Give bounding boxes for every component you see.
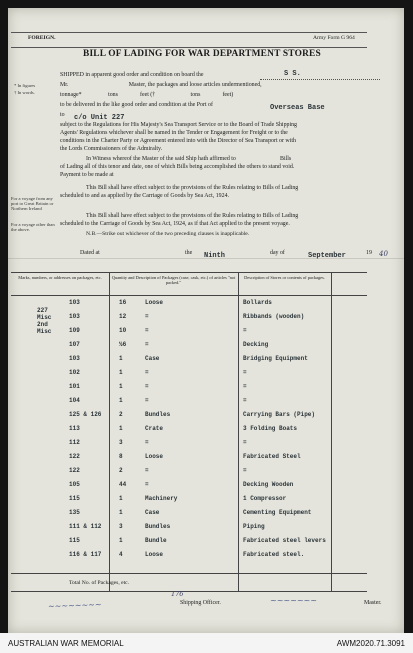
handwritten-year: 40 [379, 250, 388, 258]
cell-description: = [243, 467, 247, 474]
cell-description: Decking Wooden [243, 481, 294, 488]
handwritten-signature-officer: ~~~~~~~~ [47, 600, 102, 611]
cell-mark: 103 [69, 313, 80, 320]
col-header-quantity: Quantity and Description of Packages (case, cask, etc.) of articles "not packed." [111, 275, 236, 285]
cell-mark: 113 [69, 425, 80, 432]
cell-package: Loose [145, 453, 164, 460]
cell-qty: ½6 [119, 341, 127, 348]
typed-month: September [308, 252, 346, 260]
ship-dotline [260, 79, 380, 80]
cell-package: Bundles [145, 411, 171, 418]
cell-qty: 3 [119, 439, 123, 446]
cell-description: = [243, 397, 247, 404]
col-divider [109, 273, 110, 591]
cell-description: 3 Folding Boats [243, 425, 298, 432]
the-label: the [185, 250, 193, 256]
cell-description: Fabricated steel levers [243, 537, 326, 544]
col-header-description: Description of Stores or contents of packages. [244, 275, 325, 280]
body-line-rules-a2: scheduled to and as applied by the Carriage of Goods by Sea Act, 1924. [60, 193, 229, 199]
cell-qty: 8 [119, 453, 123, 460]
body-line-delivered: to be delivered in the like good order and condition at the Port of [60, 102, 213, 108]
body-line-tonnage: tonnage* tons feet († tons feet) [60, 92, 234, 98]
typed-day: Ninth [204, 252, 226, 260]
cell-package: = [145, 439, 149, 446]
day-of-label: day of [270, 250, 285, 256]
side-mark-line: Misc [37, 314, 52, 321]
body-line-master: Mr. Master, the packages and loose articles undermentioned, [60, 82, 262, 88]
cell-qty: 1 [119, 537, 123, 544]
cell-mark: 115 [69, 537, 80, 544]
cell-mark: 103 [69, 299, 80, 306]
cell-package: Case [145, 355, 160, 362]
cell-qty: 1 [119, 509, 123, 516]
col-divider [238, 273, 239, 591]
total-divider [11, 573, 367, 574]
margin-note-figures: * In figures [14, 83, 36, 88]
total-value: 176 [171, 590, 184, 598]
cell-qty: 1 [119, 355, 123, 362]
body-line-lading: of Lading all of this tenor and date, one of which Bills being accomplished the others to stand void. [60, 164, 295, 170]
cell-mark: 107 [69, 341, 80, 348]
cell-description: Ribbands (wooden) [243, 313, 305, 320]
cell-mark: 125 & 126 [69, 411, 102, 418]
body-line-nb: N.B.—Strike out whichever of the two preceding clauses is inapplicable. [86, 231, 250, 237]
cell-qty: 10 [119, 327, 127, 334]
body-line-to: to [60, 112, 65, 118]
cell-package: Loose [145, 299, 164, 306]
cell-description: = [243, 369, 247, 376]
cell-qty: 1 [119, 397, 123, 404]
document-title: BILL OF LADING FOR WAR DEPARTMENT STORES [83, 49, 321, 59]
cell-package: Machinery [145, 495, 178, 502]
cell-description: Bridging Equipment [243, 355, 308, 362]
side-mark-line: Misc [37, 328, 52, 335]
cell-mark: 105 [69, 481, 80, 488]
cell-mark: 111 & 112 [69, 523, 102, 530]
col-header-marks: Marks, numbers, or addresses on packages, etc. [18, 275, 102, 280]
cell-qty: 1 [119, 425, 123, 432]
margin-note-other-voyage: For a voyage other than the above. [11, 222, 55, 232]
cell-package: = [145, 383, 149, 390]
cell-mark: 115 [69, 495, 80, 502]
cell-package: = [145, 313, 149, 320]
typed-ship: S S. [284, 70, 301, 78]
typed-destination: c/o Unit 227 [74, 114, 125, 122]
total-label: Total No. of Packages, etc. [69, 580, 130, 586]
cell-qty: 2 [119, 467, 123, 474]
cell-qty: 44 [119, 481, 127, 488]
cell-package: = [145, 467, 149, 474]
cell-package: Bundles [145, 523, 171, 530]
cell-qty: 2 [119, 411, 123, 418]
cell-mark: 122 [69, 467, 80, 474]
cell-description: Carrying Bars (Pipe) [243, 411, 316, 418]
footer-catalogue-id: AWM2020.71.3091 [336, 639, 405, 648]
col-divider [331, 273, 332, 591]
body-line-rules-a1: This Bill shall have effect subject to the provisions of the Rules relating to Bills of Lading [86, 185, 299, 191]
typed-port: Overseas Base [270, 104, 325, 112]
cell-mark: 116 & 117 [69, 551, 102, 558]
cell-package: = [145, 369, 149, 376]
cell-package: = [145, 397, 149, 404]
body-line-agents: Agents' Regulations whichever shall be named in the Tender or Engagement for Freight or to the [60, 130, 288, 136]
cell-mark: 135 [69, 509, 80, 516]
body-line-payment: Payment to be made at [60, 172, 114, 178]
body-line-regulations: subject to the Regulations for His Majesty's Sea Transport Service or to the Board of Trade Shipping [60, 122, 297, 128]
foreign-label: FOREIGN. [28, 35, 56, 41]
dated-at-label: Dated at [80, 250, 100, 256]
cell-description: Fabricated Steel [243, 453, 301, 460]
body-line-rules-b1: This Bill shall have effect subject to the provisions of the Rules relating to Bills of Lading [86, 213, 299, 219]
cell-description: = [243, 383, 247, 390]
cell-mark: 112 [69, 439, 80, 446]
cell-mark: 104 [69, 397, 80, 404]
cell-package: = [145, 327, 149, 334]
shipping-officer-label: Shipping Officer. [180, 600, 221, 606]
cell-description: Fabricated steel. [243, 551, 305, 558]
body-line-witness: In Witness whereof the Master of the said Ship hath affirmed to Bills [86, 156, 292, 162]
cell-description: Piping [243, 523, 265, 530]
cell-qty: 4 [119, 551, 123, 558]
footer-institution: AUSTRALIAN WAR MEMORIAL [8, 639, 124, 648]
cell-mark: 122 [69, 453, 80, 460]
side-mark-line: 2nd [37, 321, 48, 328]
cell-mark: 101 [69, 383, 80, 390]
cell-qty: 1 [119, 369, 123, 376]
body-line-conditions: conditions in the Charter Party or Agreement entered into with the Director of Sea Transport or with [60, 138, 296, 144]
archive-footer [0, 633, 413, 653]
margin-note-great-britain: For a voyage from any port to Great Britain or Northern Ireland [11, 196, 54, 211]
cell-qty: 3 [119, 523, 123, 530]
cell-package: = [145, 341, 149, 348]
cell-qty: 16 [119, 299, 127, 306]
cell-package: Loose [145, 551, 164, 558]
body-line-rules-b2: scheduled to the Carriage of Goods by Sea Act, 1924, as if that Act applied to the present voyage. [60, 221, 290, 227]
margin-note-words: † In words. [14, 90, 35, 95]
cell-mark: 102 [69, 369, 80, 376]
cell-mark: 109 [69, 327, 80, 334]
master-label: Master. [364, 600, 382, 606]
form-number: Army Form G 964 [313, 35, 355, 41]
cell-qty: 12 [119, 313, 127, 320]
cell-qty: 1 [119, 383, 123, 390]
cell-description: = [243, 439, 247, 446]
cell-description: = [243, 327, 247, 334]
cell-package: = [145, 481, 149, 488]
year-prefix: 19 [366, 250, 372, 256]
cell-description: Cementing Equipment [243, 509, 312, 516]
side-mark-line: 227 [37, 307, 48, 314]
header-divider [11, 295, 367, 296]
cell-mark: 103 [69, 355, 80, 362]
document-sheet [8, 8, 404, 633]
cell-package: Bundle [145, 537, 167, 544]
cell-description: Decking [243, 341, 269, 348]
cell-description: Bollards [243, 299, 272, 306]
cell-package: Crate [145, 425, 164, 432]
body-line-shipped: SHIPPED in apparent good order and condition on board the [60, 72, 204, 78]
cell-package: Case [145, 509, 160, 516]
cargo-table [11, 272, 367, 598]
body-line-admiralty: the Lords Commissioners of the Admiralty. [60, 146, 163, 152]
handwritten-signature-master: ~~~~~~~ [270, 596, 317, 605]
cell-qty: 1 [119, 495, 123, 502]
cell-description: 1 Compressor [243, 495, 287, 502]
